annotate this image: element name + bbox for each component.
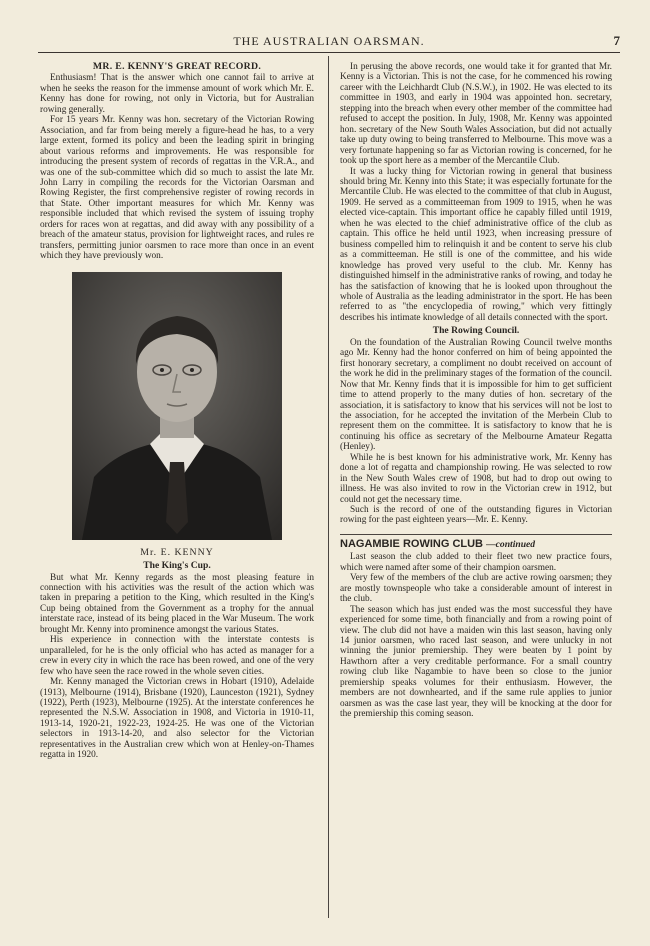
article-heading: MR. E. KENNY'S GREAT RECORD. — [92, 61, 262, 72]
portrait-image — [72, 272, 282, 540]
publication-title: THE AUSTRALIAN OARSMAN. — [233, 34, 425, 48]
left-column — [40, 62, 314, 761]
paragraph: But what Mr. Kenny regards as the most pleasing feature in connection with his activities was the result of the action which was taken in preparing a petition to the King, which resulted in the King's Cup being obtained from the Government as a trophy for the annual interstate race, instead of its being placed in the War Museum. The work brought Mr. Kenny into prominence amongst the various States. — [40, 572, 314, 635]
paragraph: Last season the club added to their fleet two new practice fours, which were named after some of their champion oarsmen. — [340, 552, 612, 573]
page-number: 7 — [613, 33, 620, 48]
column-divider — [328, 56, 329, 918]
club-heading — [340, 534, 612, 550]
paragraph: It was a lucky thing for Victorian rowing in general that business should bring Mr. Kenny into this State; it was especially fortunate for the Mercantile Club. He was elected to the committee of that club in August, 1909. He served as a committeeman from 1909 to 1915, when he was elected vice-captain. This important office he capably filled until 1919, when he was elected to the chief administrative office of the club as captain. This office he held until 1923, when increasing pressure of business compelled him to relinquish it and be content to serve his club as a committeeman. He still is one of the committee, and his wide knowledge has proved very useful to the club. Mr. Kenny has distinguished himself in the administrative ranks of rowing, and today he has the satisfaction of knowing that he is looked upon throughout the whole of Australia as the leading administrator in the sport. He has been referred to as "the encyclopedia of rowing," which very fittingly describes his intimate knowledge of all details connected with the sport. — [340, 166, 612, 323]
continued-label: —continued — [486, 538, 536, 550]
paragraph: Such is the record of one of the outstanding figures in Victorian rowing for the past eighteen years—Mr. E. Kenny. — [340, 505, 612, 526]
paragraph: On the foundation of the Australian Rowing Council twelve months ago Mr. Kenny had the honor conferred on him of being appointed the first honorary secretary, a compliment no doubt received on account of the work he did in the preliminary stages of the formation of the council. Now that Mr. Kenny finds that it is impossible for him to get sufficient time to attend properly to the many duties of hon. secretary of the association, it is satisfactory to know that his services will not be lost to the association, for he accepted the invitation of the Merbein Club to represent them on the committee. It is satisfactory to know that he is continuing his office as secretary of the Melbourne Amateur Regatta (Henley). — [340, 337, 612, 453]
right-column — [340, 62, 612, 720]
running-header — [38, 32, 620, 53]
portrait-photo — [72, 272, 282, 540]
section-heading-rowing-council: The Rowing Council. — [432, 325, 520, 337]
section-heading-kings-cup: The King's Cup. — [143, 560, 211, 572]
paragraph: Enthusiasm! That is the answer which one cannot fail to arrive at when he seeks the reason for the immense amount of work which Mr. E. Kenny has done for rowing, not only in Victoria, but for Australian rowing generally. — [40, 73, 314, 115]
paragraph: For 15 years Mr. Kenny was hon. secretary of the Victorian Rowing Association, and far from being merely a figure-head he has, to a very large extent, formed its policy and been the leading spirit in bringing about various reforms and improvements. He was responsible for introducing the present system of records of regattas in the V.R.A., and was one of the sub-committee which did so much to assist the late Mr. John Larry in compiling the records for the Victorian Oarsman and Rowing Register, the first comprehensive register of rowing records in that State. Other important measures for which Mr. Kenny was responsible included that which revised the system of issuing trophy orders for races won at regattas, and did away with any possibility of a breach of the amateur status, provision for lightweight races, and rules re transfers, permitting junior oarsmen to race more than once in an event which they have previously won. — [40, 115, 314, 262]
paragraph: His experience in connection with the interstate contests is unparalleled, for he is the only official who has acted as manager for a crew in every city in which the race has been rowed, and one of the very few who have seen the race rowed in the whole seven cities. — [40, 635, 314, 677]
club-title: NAGAMBIE ROWING CLUB — [340, 537, 483, 550]
paragraph: Very few of the members of the club are active rowing oarsmen; they are mostly townspeople who take a considerable amount of interest in the club. — [340, 573, 612, 605]
photo-caption: Mr. E. KENNY — [140, 546, 214, 558]
paragraph: The season which has just ended was the most successful they have experienced for some time, both financially and from a rowing point of view. The club did not have a maiden win this last season, having only 14 junior oarsmen, who raced last season, and were unlucky in not winning the junior premiership. They were beaten by 1 point by Hawthorn after a very creditable performance. For a small country rowing club like Nagambie to have been so close to the junior premiership speaks volumes for their enthusiasm. However, the members are not downhearted, and if the same rule applies to junior oarsmen as was the case last year, they will be knocking at the door for the premiership this coming season. — [340, 604, 612, 720]
paragraph: While he is best known for his administrative work, Mr. Kenny has done a lot of regatta and championship rowing. He was selected to row in the New South Wales crew of 1908, but had to drop out owing to illness. He was also invited to row in the Victorian crew in 1912, but could not get the necessary time. — [340, 452, 612, 505]
paragraph: In perusing the above records, one would take it for granted that Mr. Kenny is a Victorian. This is not the case, for he commenced his rowing career with the Leichhardt Club (N.S.W.), in 1902. He was elected to its committee in 1903, and early in 1904 was appointed hon. secretary, stepping into the breach when every other member of the committee had refused to accept the position. In July, 1908, Mr. Kenny was appointed hon. secretary of the New South Wales Association, but did not actually take up duty owing to being transferred to Melbourne. This move was a very fortunate happening so far as Victorian rowing is concerned, for he took up the sport here as a member of the Mercantile Club. — [340, 62, 612, 167]
paragraph: Mr. Kenny managed the Victorian crews in Hobart (1910), Adelaide (1913), Melbourne (1914), Brisbane (1920), Launceston (1921), Sydney (1922), Perth (1923), Melbourne (1925). At the interstate conferences he represented the N.S.W. Association in 1908, and Victoria in 1910-11, 1913-14, 1920-21, 1922-23, 1924-25. He was one of the Victorian selectors in 1913-14-20, and also selector for the Victorian representatives in the Australian crew which won at Henley-on-Thames regatta in 1920. — [40, 677, 314, 761]
